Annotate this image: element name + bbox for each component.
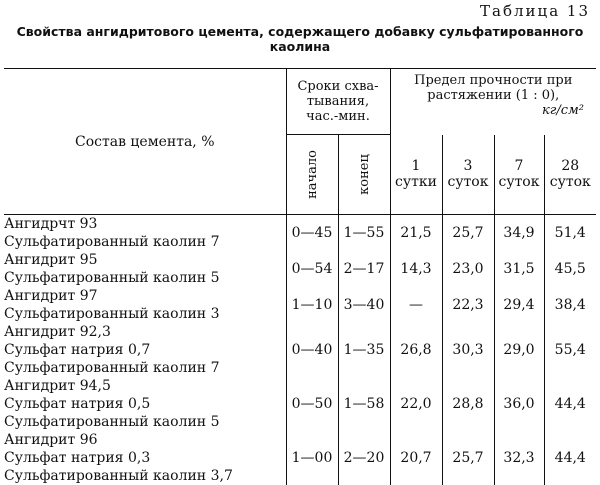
cell-day-28: 38,4 [544, 287, 596, 323]
cell-start: 1—10 [286, 287, 338, 323]
cell-day-7: 31,5 [494, 251, 544, 287]
table-row [4, 251, 596, 287]
cell-day-1: 21,5 [390, 215, 442, 252]
header-setting-start: начало [286, 135, 338, 215]
cell-day-1: 22,0 [390, 377, 442, 431]
cell-day-1: 20,7 [390, 431, 442, 485]
cell-start: 0—54 [286, 251, 338, 287]
cell-day-28: 45,5 [544, 251, 596, 287]
cell-day-28: 55,4 [544, 323, 596, 377]
setting-time-line-3: час.-мин. [306, 109, 370, 124]
row-composition: Ангидрит 96 Сульфат натрия 0,3 Сульфатированный каолин 3,7 [4, 432, 233, 484]
header-day-1 [390, 135, 442, 215]
cell-day-3: 23,0 [442, 251, 494, 287]
row-composition: Ангидрчт 93 Сульфатированный каолин 7 [4, 216, 220, 250]
cell-day-3: 30,3 [442, 323, 494, 377]
table-row [4, 287, 596, 323]
header-setting-end: конец [338, 135, 390, 215]
header-strength [390, 69, 596, 135]
cell-end: 1—55 [338, 215, 390, 252]
cell-day-28: 44,4 [544, 431, 596, 485]
header-setting-time [286, 69, 390, 135]
cell-day-3: 28,8 [442, 377, 494, 431]
day-1-unit: сутки [395, 174, 437, 191]
table-row [4, 215, 596, 252]
cell-day-7: 29,0 [494, 323, 544, 377]
cell-day-7: 36,0 [494, 377, 544, 431]
row-composition: Ангидрит 95 Сульфатированный каолин 5 [4, 252, 220, 286]
table-row [4, 323, 596, 377]
strength-line-1: Предел прочности при [414, 73, 573, 88]
setting-time-line-1: Сроки схва- [297, 79, 379, 94]
title-line-1: Свойства ангидритового цемента, содержащего добавку сульфатированного [16, 24, 584, 39]
cell-start: 1—00 [286, 431, 338, 485]
row-composition: Ангидрит 92,3 Сульфат натрия 0,7 Сульфатированный каолин 7 [4, 324, 220, 376]
day-7-unit: суток [498, 174, 540, 191]
cell-start: 0—45 [286, 215, 338, 252]
cell-day-28: 51,4 [544, 215, 596, 252]
cell-end: 1—35 [338, 323, 390, 377]
header-composition: Состав цемента, % [4, 69, 286, 215]
cell-day-1: 14,3 [390, 251, 442, 287]
cell-end: 2—17 [338, 251, 390, 287]
row-composition: Ангидрит 97 Сульфатированный каолин 3 [4, 288, 220, 322]
strength-unit: кг/см² [542, 103, 585, 118]
header-day-28 [544, 135, 596, 215]
cell-start: 0—50 [286, 377, 338, 431]
cell-end: 1—58 [338, 377, 390, 431]
cell-day-1: — [390, 287, 442, 323]
header-day-3 [442, 135, 494, 215]
table-row [4, 377, 596, 431]
day-3-unit: суток [447, 174, 489, 191]
day-7-number: 7 [514, 158, 524, 175]
cell-day-7: 34,9 [494, 215, 544, 252]
cell-day-3: 25,7 [442, 431, 494, 485]
cell-end: 2—20 [338, 431, 390, 485]
cell-end: 3—40 [338, 287, 390, 323]
table-title [4, 24, 596, 54]
cell-day-7: 32,3 [494, 431, 544, 485]
row-composition: Ангидрит 94,5 Сульфат натрия 0,5 Сульфатированный каолин 5 [4, 378, 220, 430]
properties-table [4, 68, 596, 485]
cell-day-1: 26,8 [390, 323, 442, 377]
cell-day-3: 22,3 [442, 287, 494, 323]
day-28-number: 28 [561, 158, 580, 175]
strength-line-2: растяжении (1 : 0), [427, 88, 560, 103]
cell-day-3: 25,7 [442, 215, 494, 252]
setting-time-line-2: тывания, [306, 94, 370, 109]
day-28-unit: суток [549, 174, 591, 191]
header-day-7 [494, 135, 544, 215]
cell-start: 0—40 [286, 323, 338, 377]
day-1-number: 1 [411, 158, 421, 175]
cell-day-28: 44,4 [544, 377, 596, 431]
cell-day-7: 29,4 [494, 287, 544, 323]
title-line-2: каолина [269, 39, 331, 54]
day-3-number: 3 [463, 158, 473, 175]
table-number: Таблица 13 [480, 2, 590, 20]
